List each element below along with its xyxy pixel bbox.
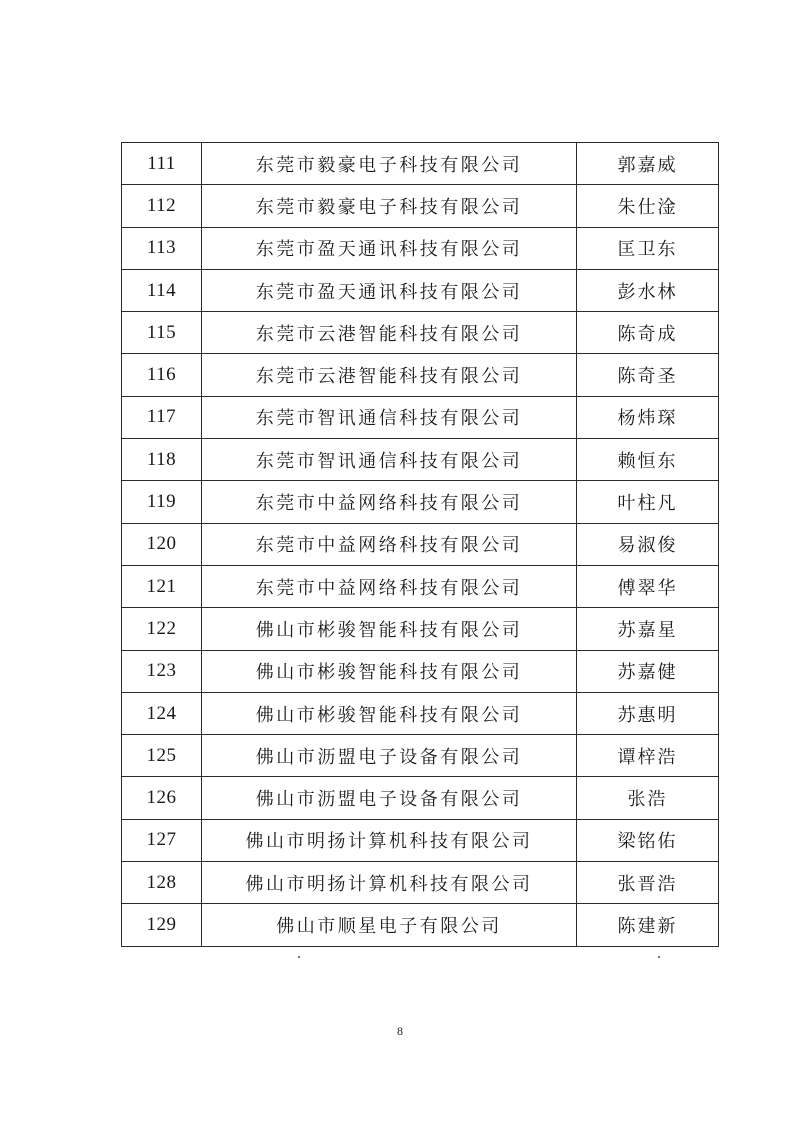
row-number: 121 xyxy=(122,565,202,607)
row-number: 115 xyxy=(122,312,202,354)
company-name: 东莞市中益网络科技有限公司 xyxy=(202,565,577,607)
table-row xyxy=(122,312,719,354)
table-row xyxy=(122,523,719,565)
row-number: 128 xyxy=(122,862,202,904)
row-number: 123 xyxy=(122,650,202,692)
row-number: 120 xyxy=(122,523,202,565)
table-row xyxy=(122,439,719,481)
row-number: 116 xyxy=(122,354,202,396)
company-name: 佛山市明扬计算机科技有限公司 xyxy=(202,862,577,904)
person-name: 杨炜琛 xyxy=(577,396,719,438)
row-number: 124 xyxy=(122,692,202,734)
company-name: 东莞市盈天通讯科技有限公司 xyxy=(202,269,577,311)
scan-speck xyxy=(658,956,660,958)
person-name: 苏嘉健 xyxy=(577,650,719,692)
person-name: 易淑俊 xyxy=(577,523,719,565)
company-name: 佛山市彬骏智能科技有限公司 xyxy=(202,608,577,650)
person-name: 叶柱凡 xyxy=(577,481,719,523)
company-name: 东莞市中益网络科技有限公司 xyxy=(202,523,577,565)
row-number: 114 xyxy=(122,269,202,311)
person-name: 谭梓浩 xyxy=(577,735,719,777)
company-name: 东莞市毅豪电子科技有限公司 xyxy=(202,185,577,227)
company-name: 东莞市中益网络科技有限公司 xyxy=(202,481,577,523)
table-row xyxy=(122,735,719,777)
company-name: 佛山市顺星电子有限公司 xyxy=(202,904,577,946)
person-name: 彭水林 xyxy=(577,269,719,311)
person-name: 梁铭佑 xyxy=(577,819,719,861)
company-name: 东莞市毅豪电子科技有限公司 xyxy=(202,143,577,185)
table-row xyxy=(122,819,719,861)
table-row xyxy=(122,354,719,396)
company-name: 东莞市智讯通信科技有限公司 xyxy=(202,396,577,438)
row-number: 111 xyxy=(122,143,202,185)
table-row xyxy=(122,777,719,819)
row-number: 125 xyxy=(122,735,202,777)
person-name: 匡卫东 xyxy=(577,227,719,269)
person-name: 苏嘉星 xyxy=(577,608,719,650)
row-number: 126 xyxy=(122,777,202,819)
company-name: 东莞市盈天通讯科技有限公司 xyxy=(202,227,577,269)
table-row xyxy=(122,904,719,946)
person-name: 赖恒东 xyxy=(577,439,719,481)
row-number: 118 xyxy=(122,439,202,481)
person-name: 朱仕淦 xyxy=(577,185,719,227)
company-name: 佛山市明扬计算机科技有限公司 xyxy=(202,819,577,861)
person-name: 张晋浩 xyxy=(577,862,719,904)
person-name: 陈建新 xyxy=(577,904,719,946)
roster-table xyxy=(121,142,719,947)
table-row xyxy=(122,650,719,692)
row-number: 122 xyxy=(122,608,202,650)
company-name: 佛山市沥盟电子设备有限公司 xyxy=(202,735,577,777)
table-row xyxy=(122,227,719,269)
table-row xyxy=(122,269,719,311)
table-row xyxy=(122,396,719,438)
company-name: 佛山市沥盟电子设备有限公司 xyxy=(202,777,577,819)
row-number: 112 xyxy=(122,185,202,227)
person-name: 苏惠明 xyxy=(577,692,719,734)
table-row xyxy=(122,692,719,734)
company-name: 东莞市云港智能科技有限公司 xyxy=(202,312,577,354)
row-number: 127 xyxy=(122,819,202,861)
company-name: 东莞市智讯通信科技有限公司 xyxy=(202,439,577,481)
row-number: 117 xyxy=(122,396,202,438)
table-row xyxy=(122,481,719,523)
row-number: 119 xyxy=(122,481,202,523)
table-row xyxy=(122,862,719,904)
company-name: 东莞市云港智能科技有限公司 xyxy=(202,354,577,396)
row-number: 129 xyxy=(122,904,202,946)
roster-table-body xyxy=(122,143,719,947)
table-row xyxy=(122,565,719,607)
person-name: 陈奇圣 xyxy=(577,354,719,396)
company-name: 佛山市彬骏智能科技有限公司 xyxy=(202,692,577,734)
person-name: 傅翠华 xyxy=(577,565,719,607)
person-name: 张浩 xyxy=(577,777,719,819)
table-row xyxy=(122,185,719,227)
row-number: 113 xyxy=(122,227,202,269)
company-name: 佛山市彬骏智能科技有限公司 xyxy=(202,650,577,692)
person-name: 郭嘉威 xyxy=(577,143,719,185)
scan-speck xyxy=(298,956,300,958)
table-row xyxy=(122,608,719,650)
table-row xyxy=(122,143,719,185)
person-name: 陈奇成 xyxy=(577,312,719,354)
page-number: 8 xyxy=(397,1024,403,1038)
